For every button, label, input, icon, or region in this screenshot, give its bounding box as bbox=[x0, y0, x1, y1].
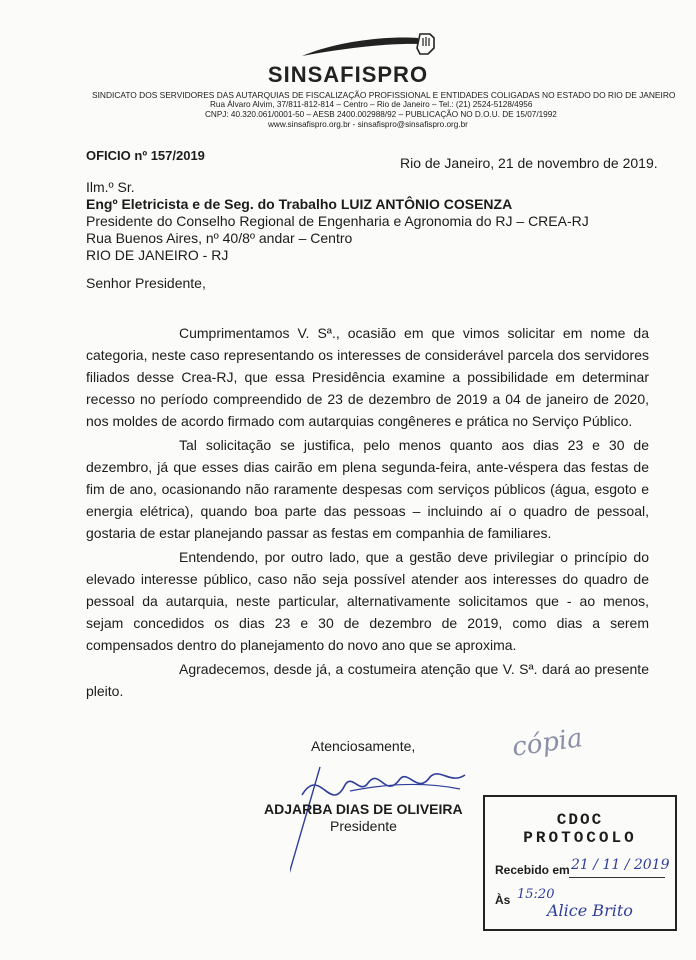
org-name: SINSAFISPRO bbox=[267, 62, 429, 87]
protocol-stamp bbox=[483, 795, 677, 931]
recipient-city: RIO DE JANEIRO - RJ bbox=[86, 247, 229, 263]
greeting: Senhor Presidente, bbox=[86, 275, 206, 291]
stamp-protocolo: PROTOCOLO bbox=[523, 829, 637, 847]
handwritten-annotation: cópia bbox=[510, 723, 585, 763]
signer-name: ADJARBA DIAS DE OLIVEIRA bbox=[264, 801, 463, 817]
org-full-name: SINDICATO DOS SERVIDORES DAS AUTARQUIAS DE FISCALIZAÇÃO PROFISSIONAL E ENTIDADES COLIGADAS NO ESTADO DO RIO DE JANEIRO bbox=[92, 90, 676, 100]
recipient-street: Rua Buenos Aires, nº 40/8º andar – Centro bbox=[86, 230, 353, 246]
paragraph: Tal solicitação se justifica, pelo menos quanto aos dias 23 e 30 de dezembro, já que esses dias cairão em plena segunda-feira, ante-véspera das festas de fim de ano, ocasionando não raramente despesas com serviços públicos (água, esgoto e energia elétrica), quando boa parte das pessoas – incluindo aí o quadro de pessoal, gostaria de estar planejando passar as festas em companhia de familiares. bbox=[86, 437, 649, 541]
recipient-title: Presidente do Conselho Regional de Engenharia e Agronomia do RJ – CREA-RJ bbox=[86, 213, 589, 229]
stamp-received-label: Recebido em bbox=[495, 863, 570, 877]
org-registry: CNPJ: 40.320.061/0001-50 – AESB 2400.002988/92 – PUBLICAÇÃO NO D.O.U. DE 15/07/1992 bbox=[205, 110, 557, 119]
paragraph: Cumprimentamos V. Sª., ocasião em que vimos solicitar em nome da categoria, neste caso representando os interesses de considerável parcela dos servidores filiados desse Crea-RJ, que essa Presidência examine a possibilidade em determinar recesso no período compreendido de 23 de dezembro de 2019 a 04 de janeiro de 2020, nos moldes de acordo firmado com autarquias congêneres e prática no Serviço Público. bbox=[86, 325, 649, 429]
recipient-salutation: Ilm.º Sr. bbox=[86, 179, 135, 195]
paragraph: Agradecemos, desde já, a costumeira atenção que V. Sª. dará ao presente pleito. bbox=[86, 661, 649, 699]
stamp-initials: Alice Brito bbox=[547, 901, 633, 920]
closing: Atenciosamente, bbox=[311, 738, 416, 754]
letter-number: OFICIO nº 157/2019 bbox=[86, 148, 205, 163]
stamp-received-date: 21 / 11 / 2019 bbox=[571, 857, 670, 873]
stamp-time: 15:20 bbox=[517, 887, 555, 902]
org-web: www.sinsafispro.org.br - sinsafispro@sinsafispro.org.br bbox=[268, 120, 468, 129]
date-line bbox=[569, 877, 665, 878]
signer-role: Presidente bbox=[330, 818, 397, 834]
org-address: Rua Álvaro Alvim, 37/811-812-814 – Centro – Rio de Janeiro – Tel.: (21) 2524-5128/4956 bbox=[210, 100, 533, 109]
paragraph: Entendendo, por outro lado, que a gestão deve privilegiar o princípio do elevado interesse público, caso não seja possível atender aos interesses do quadro de pessoal da autarquia, neste particular, alternativamente solicitamos que - ao menos, sejam concedidos os dias 23 e 30 de dezembro de 2019, como dias a serem compensados dentro do planejamento do novo ano que se aproxima. bbox=[86, 549, 649, 653]
letter-body bbox=[86, 322, 649, 702]
stamp-time-label: Às bbox=[495, 893, 511, 907]
letter-date: Rio de Janeiro, 21 de novembro de 2019. bbox=[400, 155, 658, 171]
stamp-cdoc: CDOC bbox=[556, 811, 604, 829]
recipient-name: Engº Eletricista e de Seg. do Trabalho LUIZ ANTÔNIO COSENZA bbox=[86, 196, 513, 212]
sinsafispro-logo-icon bbox=[300, 32, 450, 62]
